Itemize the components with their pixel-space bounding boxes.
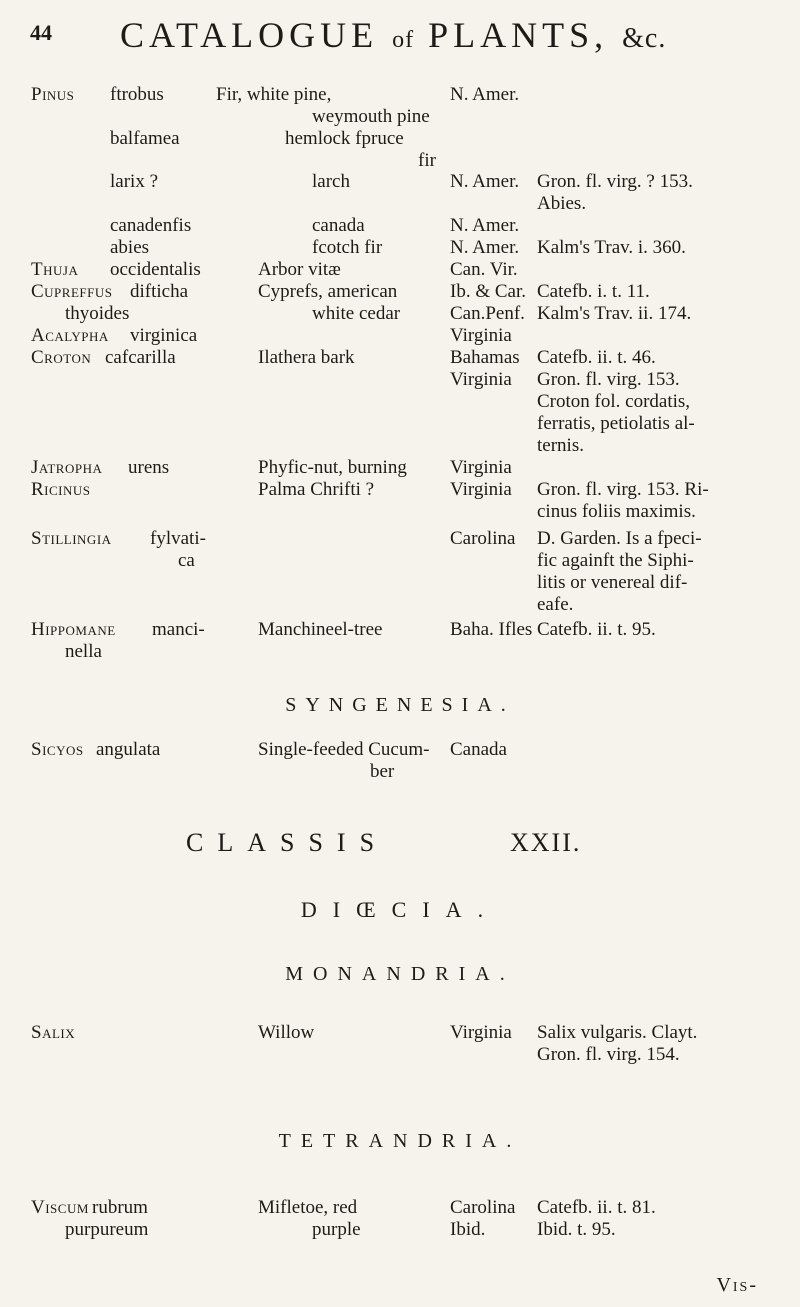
- reference: Salix vulgaris. Clayt.: [537, 1022, 698, 1043]
- locality: Virginia: [450, 457, 512, 478]
- reference: ferratis, petiolatis al-: [537, 413, 695, 434]
- species-name: thyoides: [65, 303, 130, 324]
- common-name: Palma Chrifti ?: [258, 479, 375, 500]
- locality: Can. Vir.: [450, 259, 518, 280]
- common-name: Cyprefs, american: [258, 281, 398, 302]
- common-name: fcotch fir: [312, 237, 383, 258]
- reference: cinus foliis maximis.: [537, 501, 696, 522]
- section-heading: SYNGENESIA.: [285, 694, 515, 716]
- title-plants: PLANTS,: [428, 15, 609, 55]
- genus-name: Croton: [31, 347, 92, 368]
- common-name: purple: [312, 1219, 361, 1240]
- species-name: difticha: [130, 281, 189, 302]
- locality: N. Amer.: [450, 237, 520, 258]
- reference: eafe.: [537, 594, 574, 615]
- common-name: Fir, white pine,: [216, 84, 332, 105]
- reference: Kalm's Trav. ii. 174.: [537, 303, 692, 324]
- genus-name: Thuja: [31, 259, 79, 280]
- class-heading: CLASSIS: [186, 828, 389, 857]
- species-name: canadenfis: [110, 215, 192, 236]
- common-name: Willow: [258, 1022, 315, 1043]
- genus-name: Hippomane: [31, 619, 116, 640]
- reference: Gron. fl. virg. 154.: [537, 1044, 680, 1065]
- reference: Catefb. ii. t. 46.: [537, 347, 656, 368]
- catchword: Vis-: [716, 1274, 758, 1296]
- reference: Catefb. ii. t. 95.: [537, 619, 656, 640]
- species-name: larix ?: [110, 171, 159, 192]
- reference: Gron. fl. virg. ? 153.: [537, 171, 693, 192]
- species-name: virginica: [130, 325, 198, 346]
- locality: Carolina: [450, 1197, 516, 1218]
- genus-name: Pinus: [31, 84, 75, 105]
- genus-name: Sicyos: [31, 739, 84, 760]
- species-name: fylvati-: [150, 528, 206, 549]
- locality: Virginia: [450, 369, 512, 390]
- species-name: ca: [178, 550, 195, 571]
- species-name: ftrobus: [110, 84, 164, 105]
- common-name: ber: [370, 761, 395, 782]
- common-name: weymouth pine: [312, 106, 430, 127]
- species-name: occidentalis: [110, 259, 201, 280]
- locality: Canada: [450, 739, 507, 760]
- reference: Gron. fl. virg. 153. Ri-: [537, 479, 709, 500]
- locality: Bahamas: [450, 347, 520, 368]
- species-name: rubrum: [92, 1197, 148, 1218]
- locality: N. Amer.: [450, 171, 520, 192]
- title-catalogue: CATALOGUE: [120, 15, 379, 55]
- species-name: angulata: [96, 739, 161, 760]
- locality: Virginia: [450, 479, 512, 500]
- species-name: balfamea: [110, 128, 180, 149]
- common-name: Manchineel-tree: [258, 619, 383, 640]
- locality: Carolina: [450, 528, 516, 549]
- species-name: purpureum: [65, 1219, 149, 1240]
- genus-name: Stillingia: [31, 528, 112, 549]
- locality: N. Amer.: [450, 84, 520, 105]
- reference: fic againft the Siphi-: [537, 550, 694, 571]
- locality: N. Amer.: [450, 215, 520, 236]
- reference: ternis.: [537, 435, 584, 456]
- reference: Abies.: [537, 193, 587, 214]
- common-name: fir: [418, 150, 436, 171]
- reference: Croton fol. cordatis,: [537, 391, 691, 412]
- common-name: larch: [312, 171, 350, 192]
- reference: D. Garden. Is a fpeci-: [537, 528, 702, 549]
- genus-name: Ricinus: [31, 479, 91, 500]
- page-title: [120, 14, 666, 56]
- genus-name: Salix: [31, 1022, 76, 1043]
- page-number: 44: [30, 20, 52, 45]
- reference: Catefb. ii. t. 81.: [537, 1197, 656, 1218]
- common-name: Mifletoe, red: [258, 1197, 358, 1218]
- locality: Ibid.: [450, 1219, 486, 1240]
- species-name: nella: [65, 641, 102, 662]
- common-name: canada: [312, 215, 365, 236]
- common-name: Single-feeded Cucum-: [258, 739, 430, 760]
- order-heading: MONANDRIA.: [285, 963, 515, 985]
- species-name: urens: [128, 457, 170, 478]
- locality: Can.Penf.: [450, 303, 525, 324]
- locality: Virginia: [450, 1022, 512, 1043]
- common-name: hemlock fpruce: [285, 128, 404, 149]
- genus-name: Viscum: [31, 1197, 89, 1218]
- genus-name: Acalypha: [31, 325, 109, 346]
- reference: Ibid. t. 95.: [537, 1219, 616, 1240]
- reference: Kalm's Trav. i. 360.: [537, 237, 686, 258]
- common-name: white cedar: [312, 303, 401, 324]
- genus-name: Cupreffus: [31, 281, 113, 302]
- genus-name: Jatropha: [31, 457, 103, 478]
- locality: Virginia: [450, 325, 512, 346]
- locality: Ib. & Car.: [450, 281, 526, 302]
- class-number: XXII.: [510, 828, 582, 857]
- page-header: [0, 14, 800, 58]
- species-name: cafcarilla: [105, 347, 176, 368]
- common-name: Arbor vitæ: [258, 259, 341, 280]
- reference: Gron. fl. virg. 153.: [537, 369, 680, 390]
- order-heading: TETRANDRIA.: [278, 1130, 522, 1152]
- title-etc: &c.: [622, 23, 667, 54]
- reference: Catefb. i. t. 11.: [537, 281, 650, 302]
- common-name: Ilathera bark: [258, 347, 355, 368]
- locality: Baha. Ifles: [450, 619, 533, 640]
- reference: litis or venereal dif-: [537, 572, 688, 593]
- common-name: Phyfic-nut, burning: [258, 457, 407, 478]
- species-name: abies: [110, 237, 150, 258]
- order-heading: DIŒCIA.: [300, 897, 500, 922]
- species-name: manci-: [152, 619, 205, 640]
- title-of: of: [392, 27, 415, 53]
